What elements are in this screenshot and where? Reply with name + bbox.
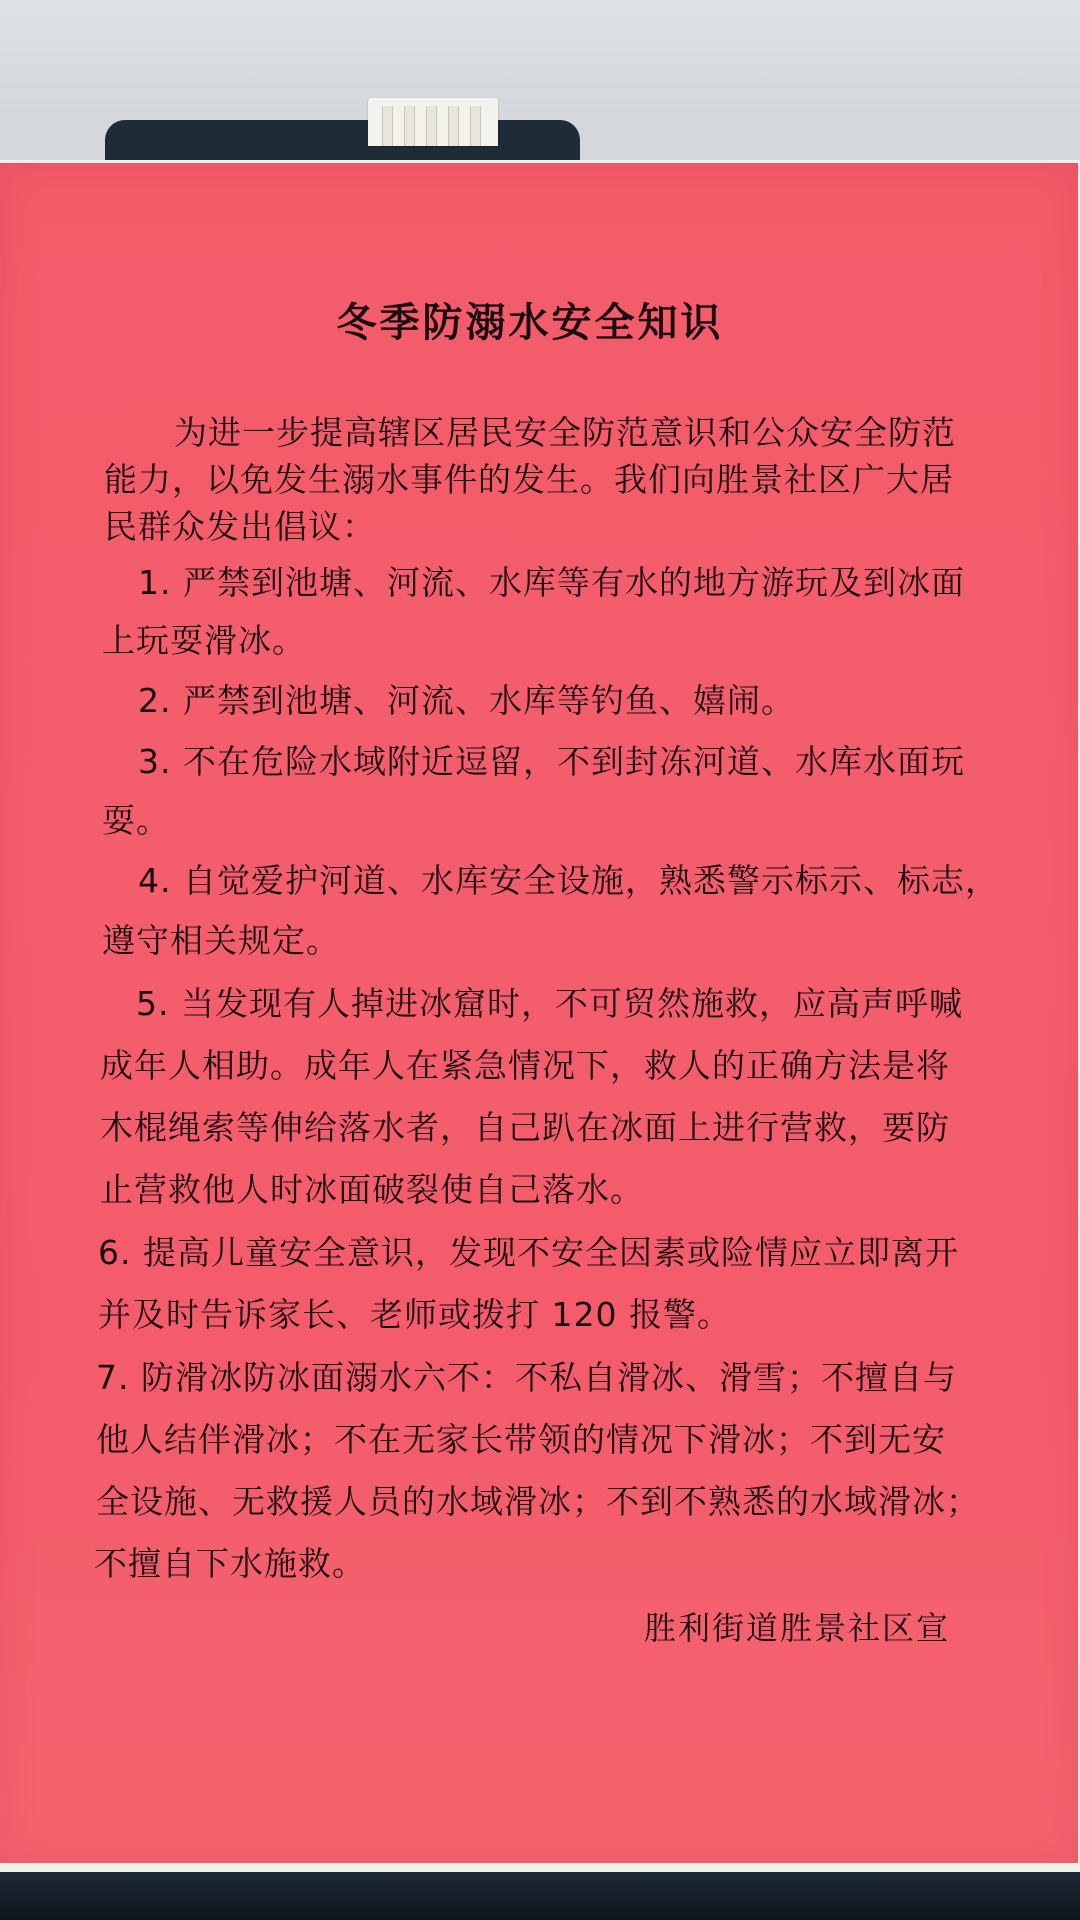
item-7-line: 全设施、无救援人员的水域滑冰；不到不熟悉的水域滑冰； [96,1482,980,1521]
item-7-line: 他人结伴滑冰；不在无家长带领的情况下滑冰；不到无安 [96,1420,946,1459]
item-4-line: 4. 自觉爱护河道、水库安全设施，熟悉警示标示、标志， [138,861,999,900]
intro-line: 能力，以免发生溺水事件的发生。我们向胜景社区广大居 [104,460,954,499]
notice-poster [0,163,1078,1863]
item-6-line: 并及时告诉家长、老师或拨打 120 报警。 [98,1295,731,1334]
item-7-line: 7. 防滑冰防冰面溺水六不：不私自滑冰、滑雪；不擅自与 [96,1358,957,1397]
intro-line: 民群众发出倡议： [104,507,376,546]
item-3-line: 耍。 [102,801,170,840]
item-6-line: 6. 提高儿童安全意识，发现不安全因素或险情应立即离开 [98,1233,959,1272]
item-5-line: 成年人相助。成年人在紧急情况下，救人的正确方法是将 [100,1046,950,1085]
item-3-line: 3. 不在危险水域附近逗留，不到封冻河道、水库水面玩 [138,742,965,781]
intro-line: 为进一步提高辖区居民安全防范意识和公众安全防范 [174,413,956,452]
item-7-line: 不擅自下水施救。 [94,1544,366,1583]
background-bottom [0,1872,1080,1920]
item-1-line: 1. 严禁到池塘、河流、水库等有水的地方游玩及到冰面 [138,563,965,602]
item-4-line: 遵守相关规定。 [102,921,340,960]
item-5-line: 5. 当发现有人掉进冰窟时，不可贸然施救，应高声呼喊 [136,984,963,1023]
item-5-line: 木棍绳索等伸给落水者，自己趴在冰面上进行营救，要防 [100,1108,950,1147]
notice-title: 冬季防溺水安全知识 [336,300,724,346]
signature: 胜利街道胜景社区宣 [644,1609,951,1647]
mount-clip [368,98,498,146]
item-2-line: 2. 严禁到池塘、河流、水库等钓鱼、嬉闹。 [138,681,795,720]
item-1-line: 上玩耍滑冰。 [102,621,306,660]
item-5-line: 止营救他人时冰面破裂使自己落水。 [100,1170,644,1209]
